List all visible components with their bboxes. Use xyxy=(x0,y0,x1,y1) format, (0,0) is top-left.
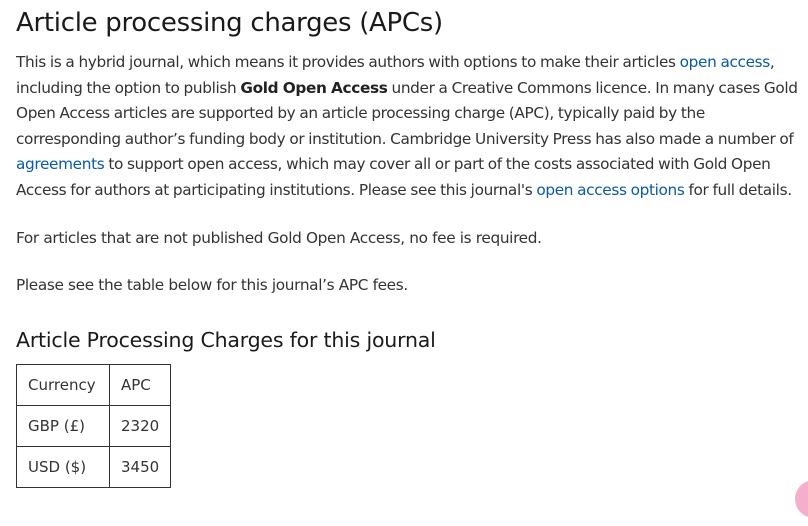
intro-text-4: to support open access, which may cover all or part of the costs associated with Gold Open Access for authors at participating institutions. Please see this journal's xyxy=(16,155,771,199)
currency-cell: USD ($) xyxy=(17,446,110,487)
open-access-options-link[interactable]: open access options xyxy=(536,180,685,199)
see-table-note: Please see the table below for this journal’s APC fees. xyxy=(16,275,408,294)
intro-text-5: for full details. xyxy=(684,180,792,199)
no-fee-note: For articles that are not published Gold Open Access, no fee is required. xyxy=(16,228,542,247)
table-header-row xyxy=(17,364,171,405)
open-access-link[interactable]: open access xyxy=(679,53,770,71)
apc-table-title: Article Processing Charges for this journal xyxy=(16,327,436,352)
header-currency: Currency xyxy=(17,364,110,405)
gold-open-access-bold: Gold Open Access xyxy=(240,78,388,97)
intro-text-3: under a Creative Commons licence. In many cases Gold Open Access articles are supported by an article processing charge (APC), typically paid by the corresponding author’s funding body or institution. Cambridge University Press has also made a number of xyxy=(16,78,798,148)
intro-text-1: This is a hybrid journal, which means it provides authors with options to make their articles xyxy=(16,53,680,71)
table-row xyxy=(17,405,171,446)
apc-cell: 2320 xyxy=(110,405,171,446)
apc-table xyxy=(16,364,171,488)
agreements-link[interactable]: agreements xyxy=(16,155,105,174)
apc-cell: 3450 xyxy=(110,446,171,487)
main-content xyxy=(16,6,806,488)
intro-text-2: , including the option to publish xyxy=(16,53,775,97)
page-title: Article processing charges (APCs) xyxy=(16,8,443,38)
intro-paragraph xyxy=(16,50,806,204)
header-apc: APC xyxy=(110,364,171,405)
table-row xyxy=(17,446,171,487)
currency-cell: GBP (£) xyxy=(17,405,110,446)
